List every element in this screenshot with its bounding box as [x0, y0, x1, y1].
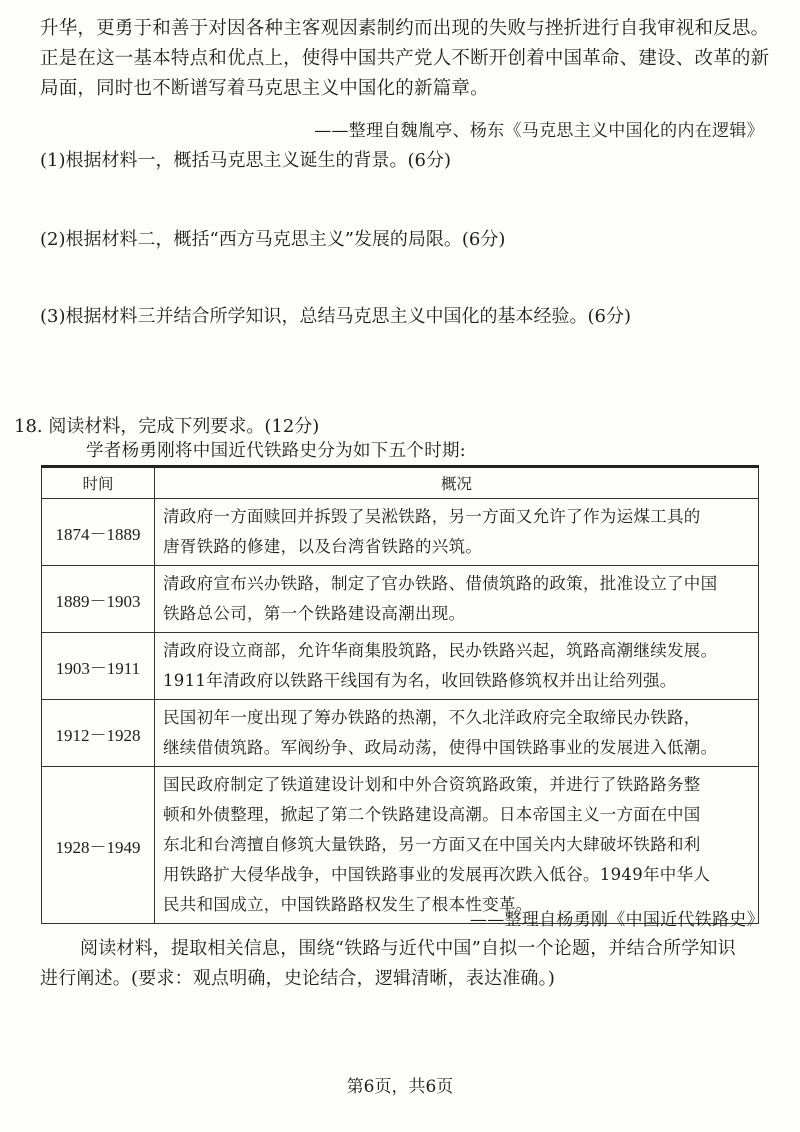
task-line: 进行阐述。(要求：观点明确，史论结合，逻辑清晰，表达准确。) — [40, 968, 556, 989]
passage-line: 正是在这一基本特点和优点上，使得中国共产党人不断开创着中国革命、建设、改革的新 — [40, 48, 770, 69]
overview-line: 用铁路扩大侵华战争，中国铁路事业的发展再次跌入低谷。1949年中华人 — [163, 865, 711, 884]
table-row — [42, 633, 759, 700]
overview-line: 清政府一方面赎回并拆毁了吴淞铁路，另一方面又允许了作为运煤工具的 — [163, 507, 701, 526]
table-row — [42, 499, 759, 566]
railway-periods-table — [41, 465, 759, 924]
period-cell: 1903－1911 — [42, 633, 155, 700]
table-header-row — [42, 467, 759, 499]
overview-line: 唐胥铁路的修建，以及台湾省铁路的兴筑。 — [163, 537, 483, 556]
overview-line: 民国初年一度出现了筹办铁路的热潮，不久北洋政府完全取缔民办铁路， — [163, 708, 701, 727]
table-source: ——整理自杨勇刚《中国近代铁路史》 — [469, 910, 764, 930]
overview-line: 清政府宣布兴办铁路，制定了官办铁路、借债筑路的政策，批准设立了中国 — [163, 574, 718, 593]
question-3: (3)根据材料三并结合所学知识，总结马克思主义中国化的基本经验。(6分) — [40, 306, 631, 327]
page-footer: 第6页，共6页 — [346, 1077, 454, 1097]
overview-line: 东北和台湾擅自修筑大量铁路，另一方面又在中国关内大肆破坏铁路和利 — [163, 835, 701, 854]
overview-line: 顿和外债整理，掀起了第二个铁路建设高潮。日本帝国主义一方面在中国 — [163, 805, 701, 824]
overview-line: 继续借债筑路。军阀纷争、政局动荡，使得中国铁路事业的发展进入低潮。 — [163, 738, 718, 757]
passage-line: 升华，更勇于和善于对因各种主客观因素制约而出现的失败与挫折进行自我审视和反思。 — [40, 18, 770, 39]
overview-line: 铁路总公司，第一个铁路建设高潮出现。 — [163, 604, 466, 623]
question-18-intro: 学者杨勇刚将中国近代铁路史分为如下五个时期: — [86, 441, 466, 461]
passage-line: 局面，同时也不断谱写着马克思主义中国化的新篇章。 — [40, 78, 489, 99]
period-cell: 1889－1903 — [42, 566, 155, 633]
passage-source: ——整理自魏胤亭、杨东《马克思主义中国化的内在逻辑》 — [314, 121, 764, 141]
overview-cell — [155, 700, 759, 767]
column-header-overview: 概况 — [155, 467, 759, 499]
overview-line: 1911年清政府以铁路干线国有为名，收回铁路修筑权并出让给列强。 — [163, 671, 677, 690]
overview-line: 清政府设立商部，允许华商集股筑路，民办铁路兴起，筑路高潮继续发展。 — [163, 641, 718, 660]
overview-cell — [155, 633, 759, 700]
column-header-time: 时间 — [42, 467, 155, 499]
overview-cell — [155, 767, 759, 924]
overview-cell — [155, 566, 759, 633]
question-2: (2)根据材料二，概括“西方马克思主义”发展的局限。(6分) — [40, 229, 506, 250]
table-row — [42, 566, 759, 633]
question-1: (1)根据材料一，概括马克思主义诞生的背景。(6分) — [40, 150, 451, 171]
table-row — [42, 700, 759, 767]
overview-line: 民共和国成立，中国铁路路权发生了根本性变革。 — [163, 895, 533, 914]
overview-line: 国民政府制定了铁道建设计划和中外合资筑路政策，并进行了铁路路务整 — [163, 775, 701, 794]
overview-cell — [155, 499, 759, 566]
question-18-header: 18. 阅读材料，完成下列要求。(12分) — [14, 416, 320, 437]
task-line: 阅读材料，提取相关信息，围绕“铁路与近代中国”自拟一个论题，并结合所学知识 — [80, 938, 736, 959]
question-18-task — [40, 934, 770, 994]
table-row — [42, 767, 759, 924]
period-cell: 1928－1949 — [42, 767, 155, 924]
period-cell: 1874－1889 — [42, 499, 155, 566]
passage-text — [40, 14, 770, 104]
period-cell: 1912－1928 — [42, 700, 155, 767]
